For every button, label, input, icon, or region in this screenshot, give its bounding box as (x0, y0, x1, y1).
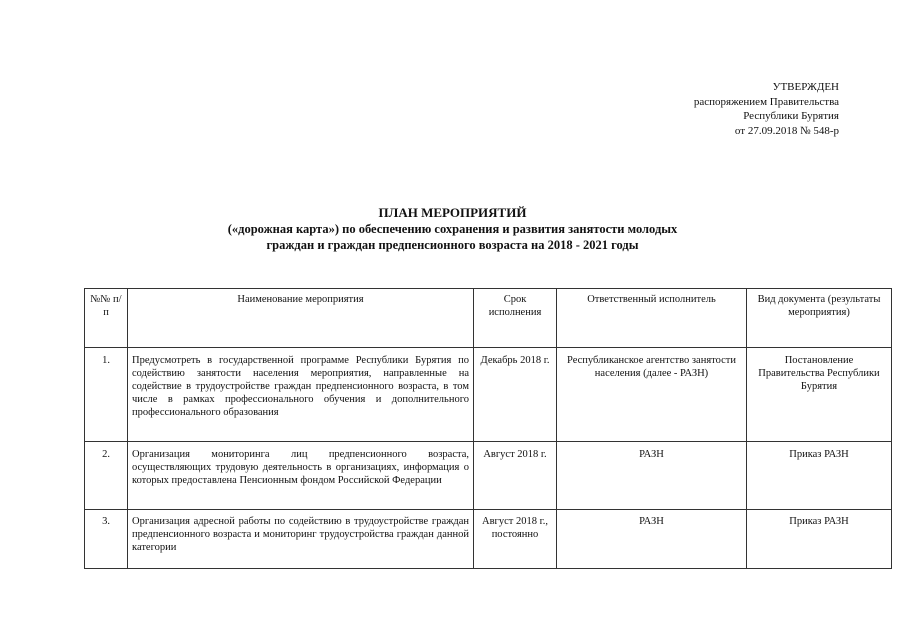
row-deadline: Декабрь 2018 г. (474, 348, 557, 442)
document-title (0, 205, 905, 253)
row-responsible: РАЗН (557, 442, 747, 510)
row-number: 3. (85, 510, 128, 569)
header-deadline: Срок исполнения (474, 289, 557, 348)
row-deadline: Август 2018 г. (474, 442, 557, 510)
table-header-row (85, 289, 892, 348)
header-number: №№ п/п (85, 289, 128, 348)
title-subtitle-2: граждан и граждан предпенсионного возраста на 2018 - 2021 годы (266, 238, 639, 252)
header-document-type: Вид документа (результаты мероприятия) (747, 289, 892, 348)
row-action-name: Предусмотреть в государственной программе Республики Бурятия по содействию занятости населения мероприятия, направленные на содействие в трудоустройстве граждан предпенсионного возраста, в том числе в рамках профессионального обучения и дополнительного профессионального образования (128, 348, 474, 442)
approval-status: УТВЕРЖДЕН (772, 81, 839, 93)
row-document-type: Постановление Правительства Республики Бурятия (747, 348, 892, 442)
approval-date-number: от 27.09.2018 № 548-р (734, 124, 839, 137)
approval-order: распоряжением Правительства (693, 95, 839, 108)
row-document-type: Приказ РАЗН (747, 510, 892, 569)
header-responsible: Ответственный исполнитель (557, 289, 747, 348)
title-subtitle-1: («дорожная карта») по обеспечению сохранения и развития занятости молодых (227, 222, 678, 236)
row-number: 2. (85, 442, 128, 510)
approval-authority: Республики Бурятия (743, 110, 839, 122)
row-deadline: Август 2018 г., постоянно (474, 510, 557, 569)
row-action-name: Организация мониторинга лиц предпенсионного возраста, осуществляющих трудовую деятельность в организациях, информация о которых предоставлена Пенсионным фондом Российской Федерации (128, 442, 474, 510)
action-plan-table (84, 288, 892, 569)
table-row (85, 510, 892, 569)
row-responsible: РАЗН (557, 510, 747, 569)
row-document-type: Приказ РАЗН (747, 442, 892, 510)
row-action-name: Организация адресной работы по содействию в трудоустройстве граждан предпенсионного возраста и мониторинг трудоустройства граждан данной категории (128, 510, 474, 569)
approval-stamp (694, 80, 839, 138)
title-main: ПЛАН МЕРОПРИЯТИЙ (378, 205, 527, 220)
table-row (85, 442, 892, 510)
row-number: 1. (85, 348, 128, 442)
row-responsible: Республиканское агентство занятости населения (далее - РАЗН) (557, 348, 747, 442)
table-row (85, 348, 892, 442)
header-action-name: Наименование мероприятия (128, 289, 474, 348)
